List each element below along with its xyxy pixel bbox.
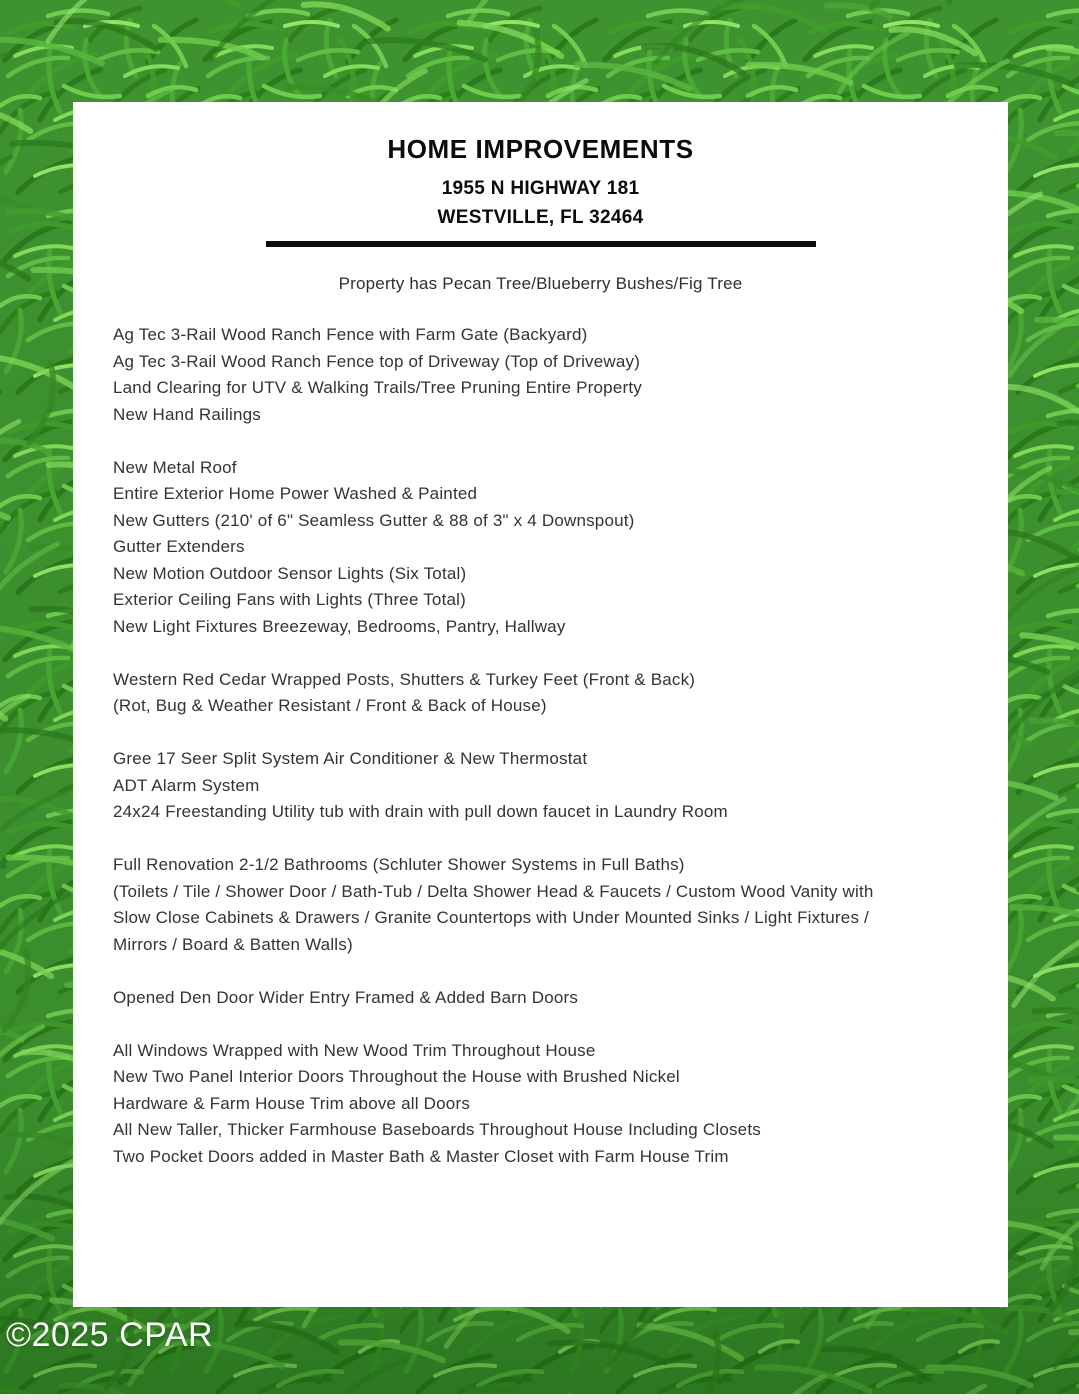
list-line: New Gutters (210' of 6" Seamless Gutter & 88 of 3" x 4 Downspout) [113, 510, 635, 530]
list-line: Slow Close Cabinets & Drawers / Granite Countertops with Under Mounted Sinks / Light Fixtures / [113, 908, 869, 927]
list-line: New Light Fixtures Breezeway, Bedrooms, Pantry, Hallway [113, 616, 566, 636]
document-page [73, 102, 1008, 1307]
list-line: Exterior Ceiling Fans with Lights (Three Total) [113, 590, 467, 609]
page-title: HOME IMPROVEMENTS [387, 134, 694, 164]
list-line [113, 826, 968, 853]
list-line: Land Clearing for UTV & Walking Trails/Tree Pruning Entire Property [113, 378, 642, 397]
list-line: Opened Den Door Wider Entry Framed & Added Barn Doors [113, 987, 579, 1007]
list-line: Gree 17 Seer Split System Air Conditioner & New Thermostat [113, 749, 588, 768]
list-line [113, 958, 968, 985]
list-line: Gutter Extenders [113, 537, 245, 556]
list-line [113, 428, 968, 455]
list-line: Ag Tec 3-Rail Wood Ranch Fence top of Driveway (Top of Driveway) [113, 351, 641, 371]
bottom-edge-strip [0, 1394, 1079, 1400]
improvements-list [113, 322, 968, 1170]
list-line: Two Pocket Doors added in Master Bath & Master Closet with Farm House Trim [113, 1146, 729, 1166]
intro-line: Property has Pecan Tree/Blueberry Bushes/Fig Tree [338, 274, 743, 293]
list-line: 24x24 Freestanding Utility tub with drain with pull down faucet in Laundry Room [113, 802, 728, 821]
list-line: Entire Exterior Home Power Washed & Painted [113, 484, 478, 503]
divider-rule [266, 241, 816, 247]
address-line-2: WESTVILLE, FL 32464 [437, 207, 644, 228]
list-line [113, 640, 968, 667]
list-line: New Motion Outdoor Sensor Lights (Six Total) [113, 563, 467, 583]
list-line: All Windows Wrapped with New Wood Trim Throughout House [113, 1040, 596, 1060]
list-line: Hardware & Farm House Trim above all Doors [113, 1093, 471, 1113]
copyright-watermark: ©2025 CPAR [6, 1316, 214, 1354]
list-line: New Two Panel Interior Doors Throughout the House with Brushed Nickel [113, 1067, 680, 1086]
list-line: Mirrors / Board & Batten Walls) [113, 934, 353, 954]
list-line: Full Renovation 2-1/2 Bathrooms (Schluter Shower Systems in Full Baths) [113, 855, 685, 874]
list-line: New Hand Railings [113, 404, 261, 424]
list-line: Ag Tec 3-Rail Wood Ranch Fence with Farm Gate (Backyard) [113, 325, 588, 344]
list-line: Western Red Cedar Wrapped Posts, Shutters & Turkey Feet (Front & Back) [113, 669, 696, 689]
list-line [113, 720, 968, 747]
list-line: (Rot, Bug & Weather Resistant / Front & Back of House) [113, 696, 547, 715]
list-line: (Toilets / Tile / Shower Door / Bath-Tub / Delta Shower Head & Faucets / Custom Wood Vanity with [113, 881, 874, 901]
address-line-1: 1955 N HIGHWAY 181 [441, 178, 640, 199]
list-line [113, 1011, 968, 1038]
list-line: All New Taller, Thicker Farmhouse Baseboards Throughout House Including Closets [113, 1120, 761, 1139]
list-line: ADT Alarm System [113, 775, 260, 795]
list-line: New Metal Roof [113, 457, 237, 477]
